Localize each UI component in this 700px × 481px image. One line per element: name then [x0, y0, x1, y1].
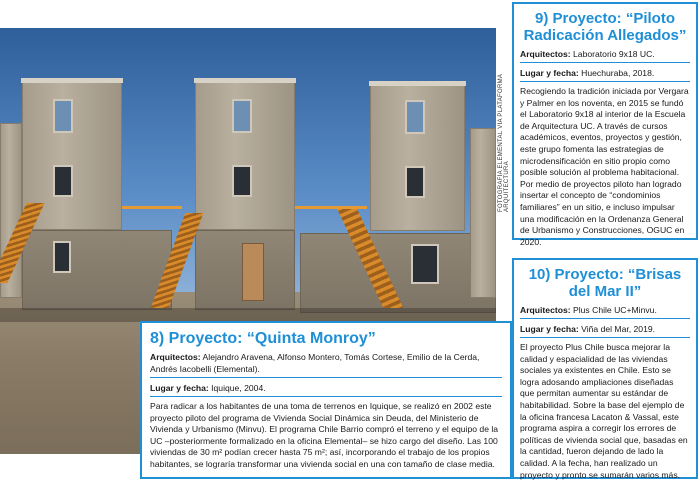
building-ground-2	[195, 230, 295, 310]
project-10-place-value: Viña del Mar, 2019.	[581, 324, 656, 334]
divider	[150, 377, 502, 378]
project-9-title: 9) Proyecto: “Piloto Radicación Allegados”	[523, 10, 687, 44]
project-10-title: 10) Proyecto: “Brisas del Mar II”	[528, 266, 682, 300]
project-10-architects-label: Arquitectos:	[520, 305, 571, 315]
project-9-place	[520, 67, 690, 79]
project-9-place-label: Lugar y fecha:	[520, 68, 579, 78]
building-ground-1	[22, 230, 172, 310]
balcony-rail-1	[122, 206, 182, 209]
photo-credit: FOTOGRAFÍA ELEMENTAL VÍA PLATAFORMA ARQUITECTURA	[498, 74, 510, 212]
project-9-architects	[520, 48, 690, 60]
project-9-box	[512, 2, 698, 247]
project-8-architects-label: Arquitectos:	[150, 352, 201, 362]
project-10-architects-value: Plus Chile UC+Minvu.	[573, 305, 657, 315]
project-8-title: 8) Proyecto: “Quinta Monroy”	[150, 330, 376, 347]
project-9-place-value: Huechuraba, 2018.	[581, 68, 655, 78]
project-9-text: Recogiendo la tradición iniciada por Vergara y Palmer en los noventa, en 2015 se fundó el Laboratorio 9x18 al interior de la Escuela de Arquitectura UC. A través de cursos académicos, eventos, proyectos y gestión, este grupo fomenta las estrategias de microdensificación en sitio propio como posible solución al problema habitacional. Por medio de proyectos piloto han logrado insertar el concepto de “condominios familiares” en un sitio, e incluso impulsar una modificación en la Ordenanza General de Urbanismo y Construcciones, OGUC en 2020.	[520, 86, 689, 247]
divider	[150, 396, 502, 397]
building-tower-3	[370, 83, 465, 231]
project-8-place-label: Lugar y fecha:	[150, 383, 209, 393]
project-8-box	[140, 321, 512, 479]
project-8-architects-value: Alejandro Aravena, Alfonso Montero, Tomás Cortese, Emilio de la Cerda, Andrés Iacobelli (Elemental).	[150, 352, 480, 374]
project-8-text: Para radicar a los habitantes de una toma de terrenos en Iquique, se realizó en 2002 este proyecto piloto del programa de Vivienda Social Dinámica sin Deuda, del Ministerio de Vivienda y Urbanismo (Minvu). El programa Chile Barrio compró el terreno y el equipo de la UC –posteriormente formalizado en la oficina Elemental– se hizo cargo del diseño. Las 100 viviendas de 30 m² podían crecer hasta 75 m²; así, incorporando el trabajo de los propios habitantes, se lograría transformar una vivienda social en una con tamaño de clase media.	[150, 401, 499, 469]
building-right-edge	[470, 128, 496, 298]
project-10-architects	[520, 304, 690, 316]
ground-shadow	[0, 308, 496, 322]
project-10-place	[520, 323, 690, 335]
project-10-box	[512, 258, 698, 479]
project-8-architects	[150, 351, 502, 375]
project-9-architects-label: Arquitectos:	[520, 49, 571, 59]
project-8-place	[150, 382, 502, 394]
divider	[520, 318, 690, 319]
building-tower-2	[195, 80, 295, 230]
divider	[520, 337, 690, 338]
project-10-text: El proyecto Plus Chile busca mejorar la calidad y espacialidad de las viviendas sociales ya existentes en Chile. Esto se logra adosando ampliaciones diseñadas que permitan aumentar su estándar de habitabilidad. Sobre la base del ejemplo de la oficina francesa Lacaton & Vassal, este programa aspira a corregir los errores de políticas de vivienda social que, basadas en la cantidad, fueron dejando de lado la calidad. A la fecha, han realizado un proyecto y pronto se sumarán varios más.	[520, 342, 688, 480]
project-10-place-label: Lugar y fecha:	[520, 324, 579, 334]
divider	[520, 81, 690, 82]
project-8-place-value: Iquique, 2004.	[211, 383, 266, 393]
balcony-rail-2	[295, 206, 367, 209]
divider	[520, 62, 690, 63]
project-9-architects-value: Laboratorio 9x18 UC.	[573, 49, 655, 59]
